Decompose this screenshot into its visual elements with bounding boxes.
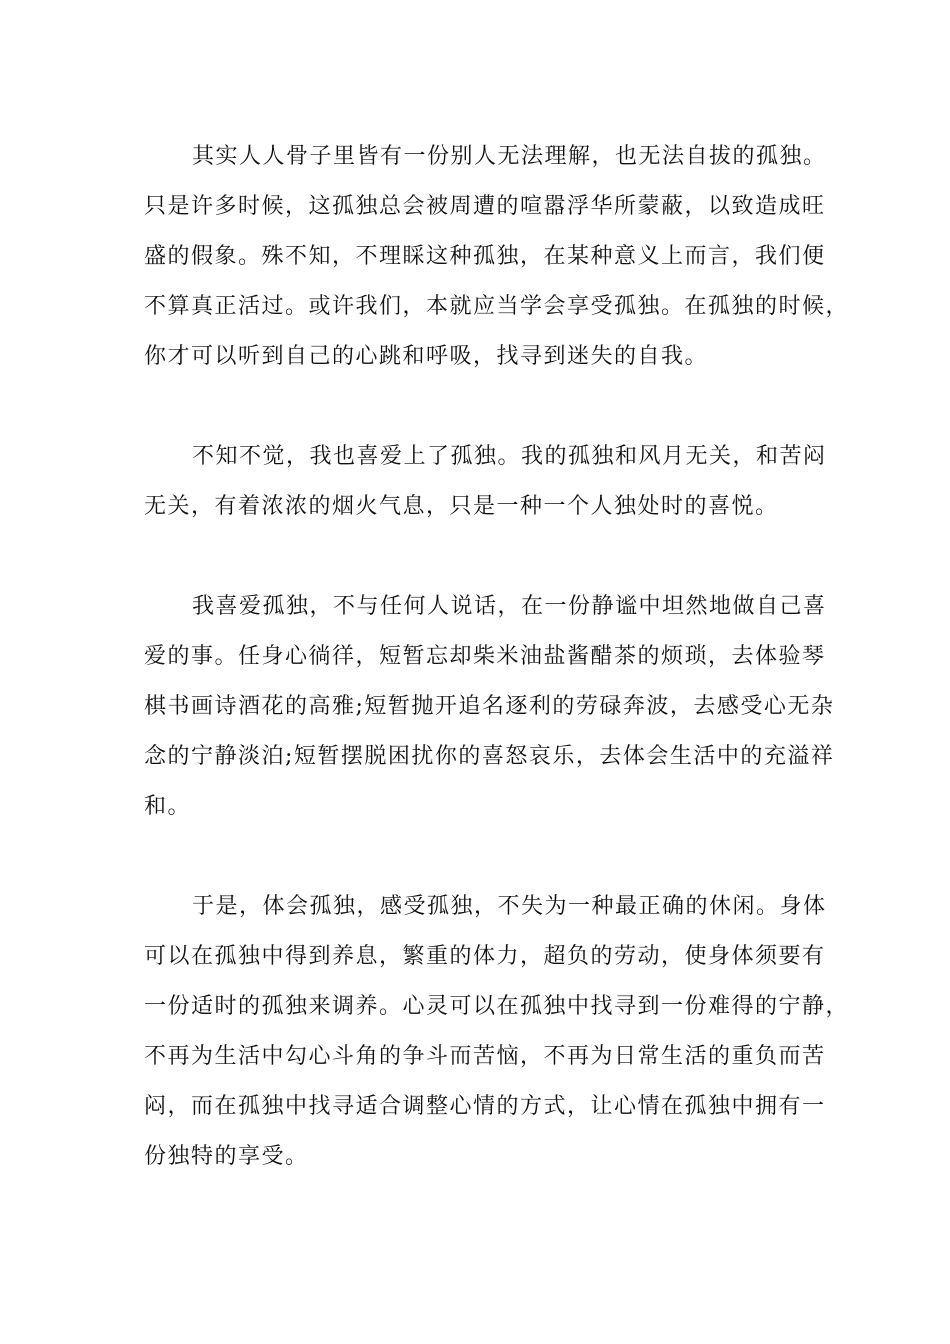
text-line: 可以在孤独中得到养息，繁重的体力，超负的劳动，使身体须要有 (144, 944, 826, 969)
text-line: 和。 (144, 794, 192, 819)
paragraph-spacer (144, 382, 824, 432)
text-line: 不知不觉，我也喜爱上了孤独。我的孤独和风月无关，和苦闷 (192, 444, 827, 469)
text-line: 份独特的享受。 (144, 1144, 309, 1169)
text-line: 只是许多时候，这孤独总会被周遭的喧嚣浮华所蒙蔽，以致造成旺 (144, 194, 826, 219)
paragraph-spacer (144, 532, 824, 582)
text-line: 盛的假象。殊不知，不理睬这种孤独，在某种意义上而言，我们便 (144, 244, 826, 269)
text-line: 闷，而在孤独中找寻适合调整心情的方式，让心情在孤独中拥有一 (144, 1094, 826, 1119)
text-line: 不再为生活中勾心斗角的争斗而苦恼，不再为日常生活的重负而苦 (144, 1044, 826, 1069)
text-line: 一份适时的孤独来调养。心灵可以在孤独中找寻到一份难得的宁静， (144, 994, 850, 1019)
article-body (144, 132, 850, 1182)
paragraph-4 (144, 882, 850, 1182)
text-line: 爱的事。任身心徜徉，短暂忘却柴米油盐酱醋茶的烦琐，去体验琴 (144, 644, 826, 669)
text-line: 念的宁静淡泊;短暂摆脱困扰你的喜怒哀乐，去体会生活中的充溢祥 (144, 744, 835, 769)
paragraph-1 (144, 132, 850, 382)
text-line: 不算真正活过。或许我们，本就应当学会享受孤独。在孤独的时候， (144, 294, 850, 319)
text-line: 棋书画诗酒花的高雅;短暂抛开追名逐利的劳碌奔波，去感受心无杂 (144, 694, 835, 719)
text-line: 于是，体会孤独，感受孤独，不失为一种最正确的休闲。身体 (192, 894, 827, 919)
text-line: 无关，有着浓浓的烟火气息，只是一种一个人独处时的喜悦。 (144, 494, 779, 519)
text-line: 我喜爱孤独，不与任何人说话，在一份静谧中坦然地做自己喜 (192, 594, 827, 619)
paragraph-spacer (144, 832, 824, 882)
text-line: 其实人人骨子里皆有一份别人无法理解，也无法自拔的孤独。 (192, 144, 827, 169)
text-line: 你才可以听到自己的心跳和呼吸，找寻到迷失的自我。 (144, 344, 709, 369)
paragraph-2 (144, 432, 827, 532)
paragraph-3 (144, 582, 835, 832)
